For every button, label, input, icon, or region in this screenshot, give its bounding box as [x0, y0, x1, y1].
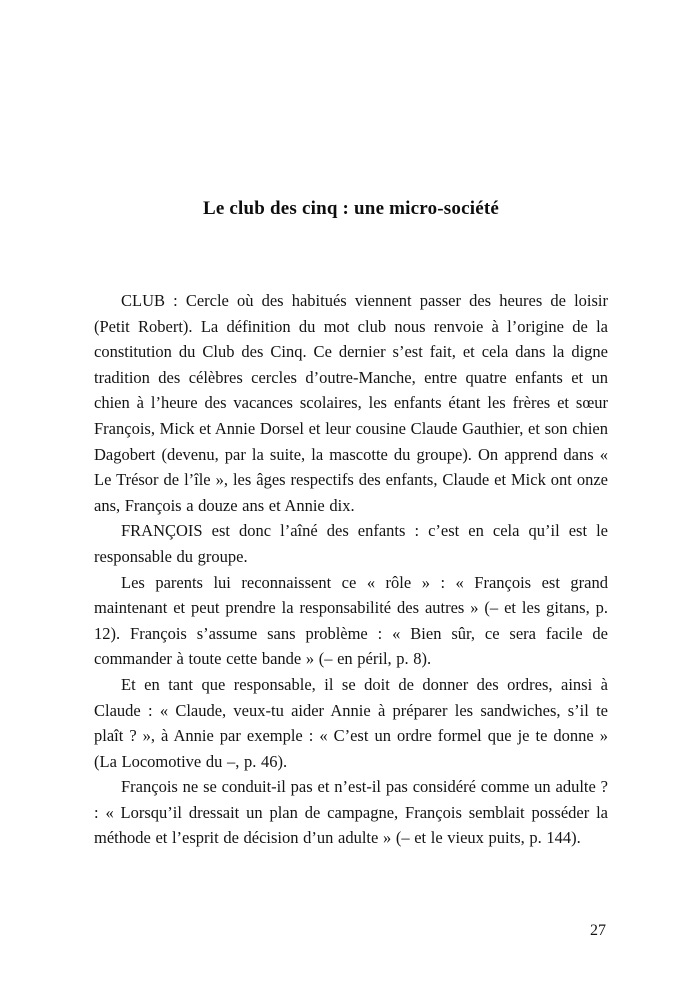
page-number: 27	[590, 922, 606, 939]
paragraph: CLUB : Cercle où des habitués viennent passer des heures de loisir (Petit Robert). La définition du mot club nous renvoie à l’origine de la constitution du Club des Cinq. Ce dernier s’est fait, et cela dans la digne tradition des célèbres cercles d’outre-Manche, entre quatre enfants et un chien à l’heure des vacances scolaires, les enfants étant les frères et sœur François, Mick et Annie Dorsel et leur cousine Claude Gauthier, et son chien Dagobert (devenu, par la suite, la mascotte du groupe). On apprend dans « Le Trésor de l’île », les âges respectifs des enfants, Claude et Mick ont onze ans, François a douze ans et Annie dix.	[94, 291, 608, 515]
page-title: Le club des cinq : une micro-société	[202, 198, 500, 219]
paragraph: FRANÇOIS est donc l’aîné des enfants : c’est en cela qu’il est le responsable du groupe.	[94, 521, 608, 566]
paragraph: François ne se conduit-il pas et n’est-il pas considéré comme un adulte ? : « Lorsqu’il dressait un plan de campagne, François semblait posséder la méthode et l’esprit de décision d’un adulte » (– et le vieux puits, p. 144).	[94, 777, 608, 848]
body-text	[94, 288, 608, 851]
paragraph: Et en tant que responsable, il se doit de donner des ordres, ainsi à Claude : « Claude, veux-tu aider Annie à préparer les sandwiches, s’il te plaît ? », à Annie par exemple : « C’est un ordre formel que je te donne » (La Locomotive du –, p. 46).	[94, 674, 608, 771]
paragraph: Les parents lui reconnaissent ce « rôle » : « François est grand maintenant et peut prendre la responsabilité des autres » (– et les gitans, p. 12). François s’assume sans problème : « Bien sûr, ce sera facile de commander à toute cette bande » (– en péril, p. 8).	[94, 572, 608, 669]
